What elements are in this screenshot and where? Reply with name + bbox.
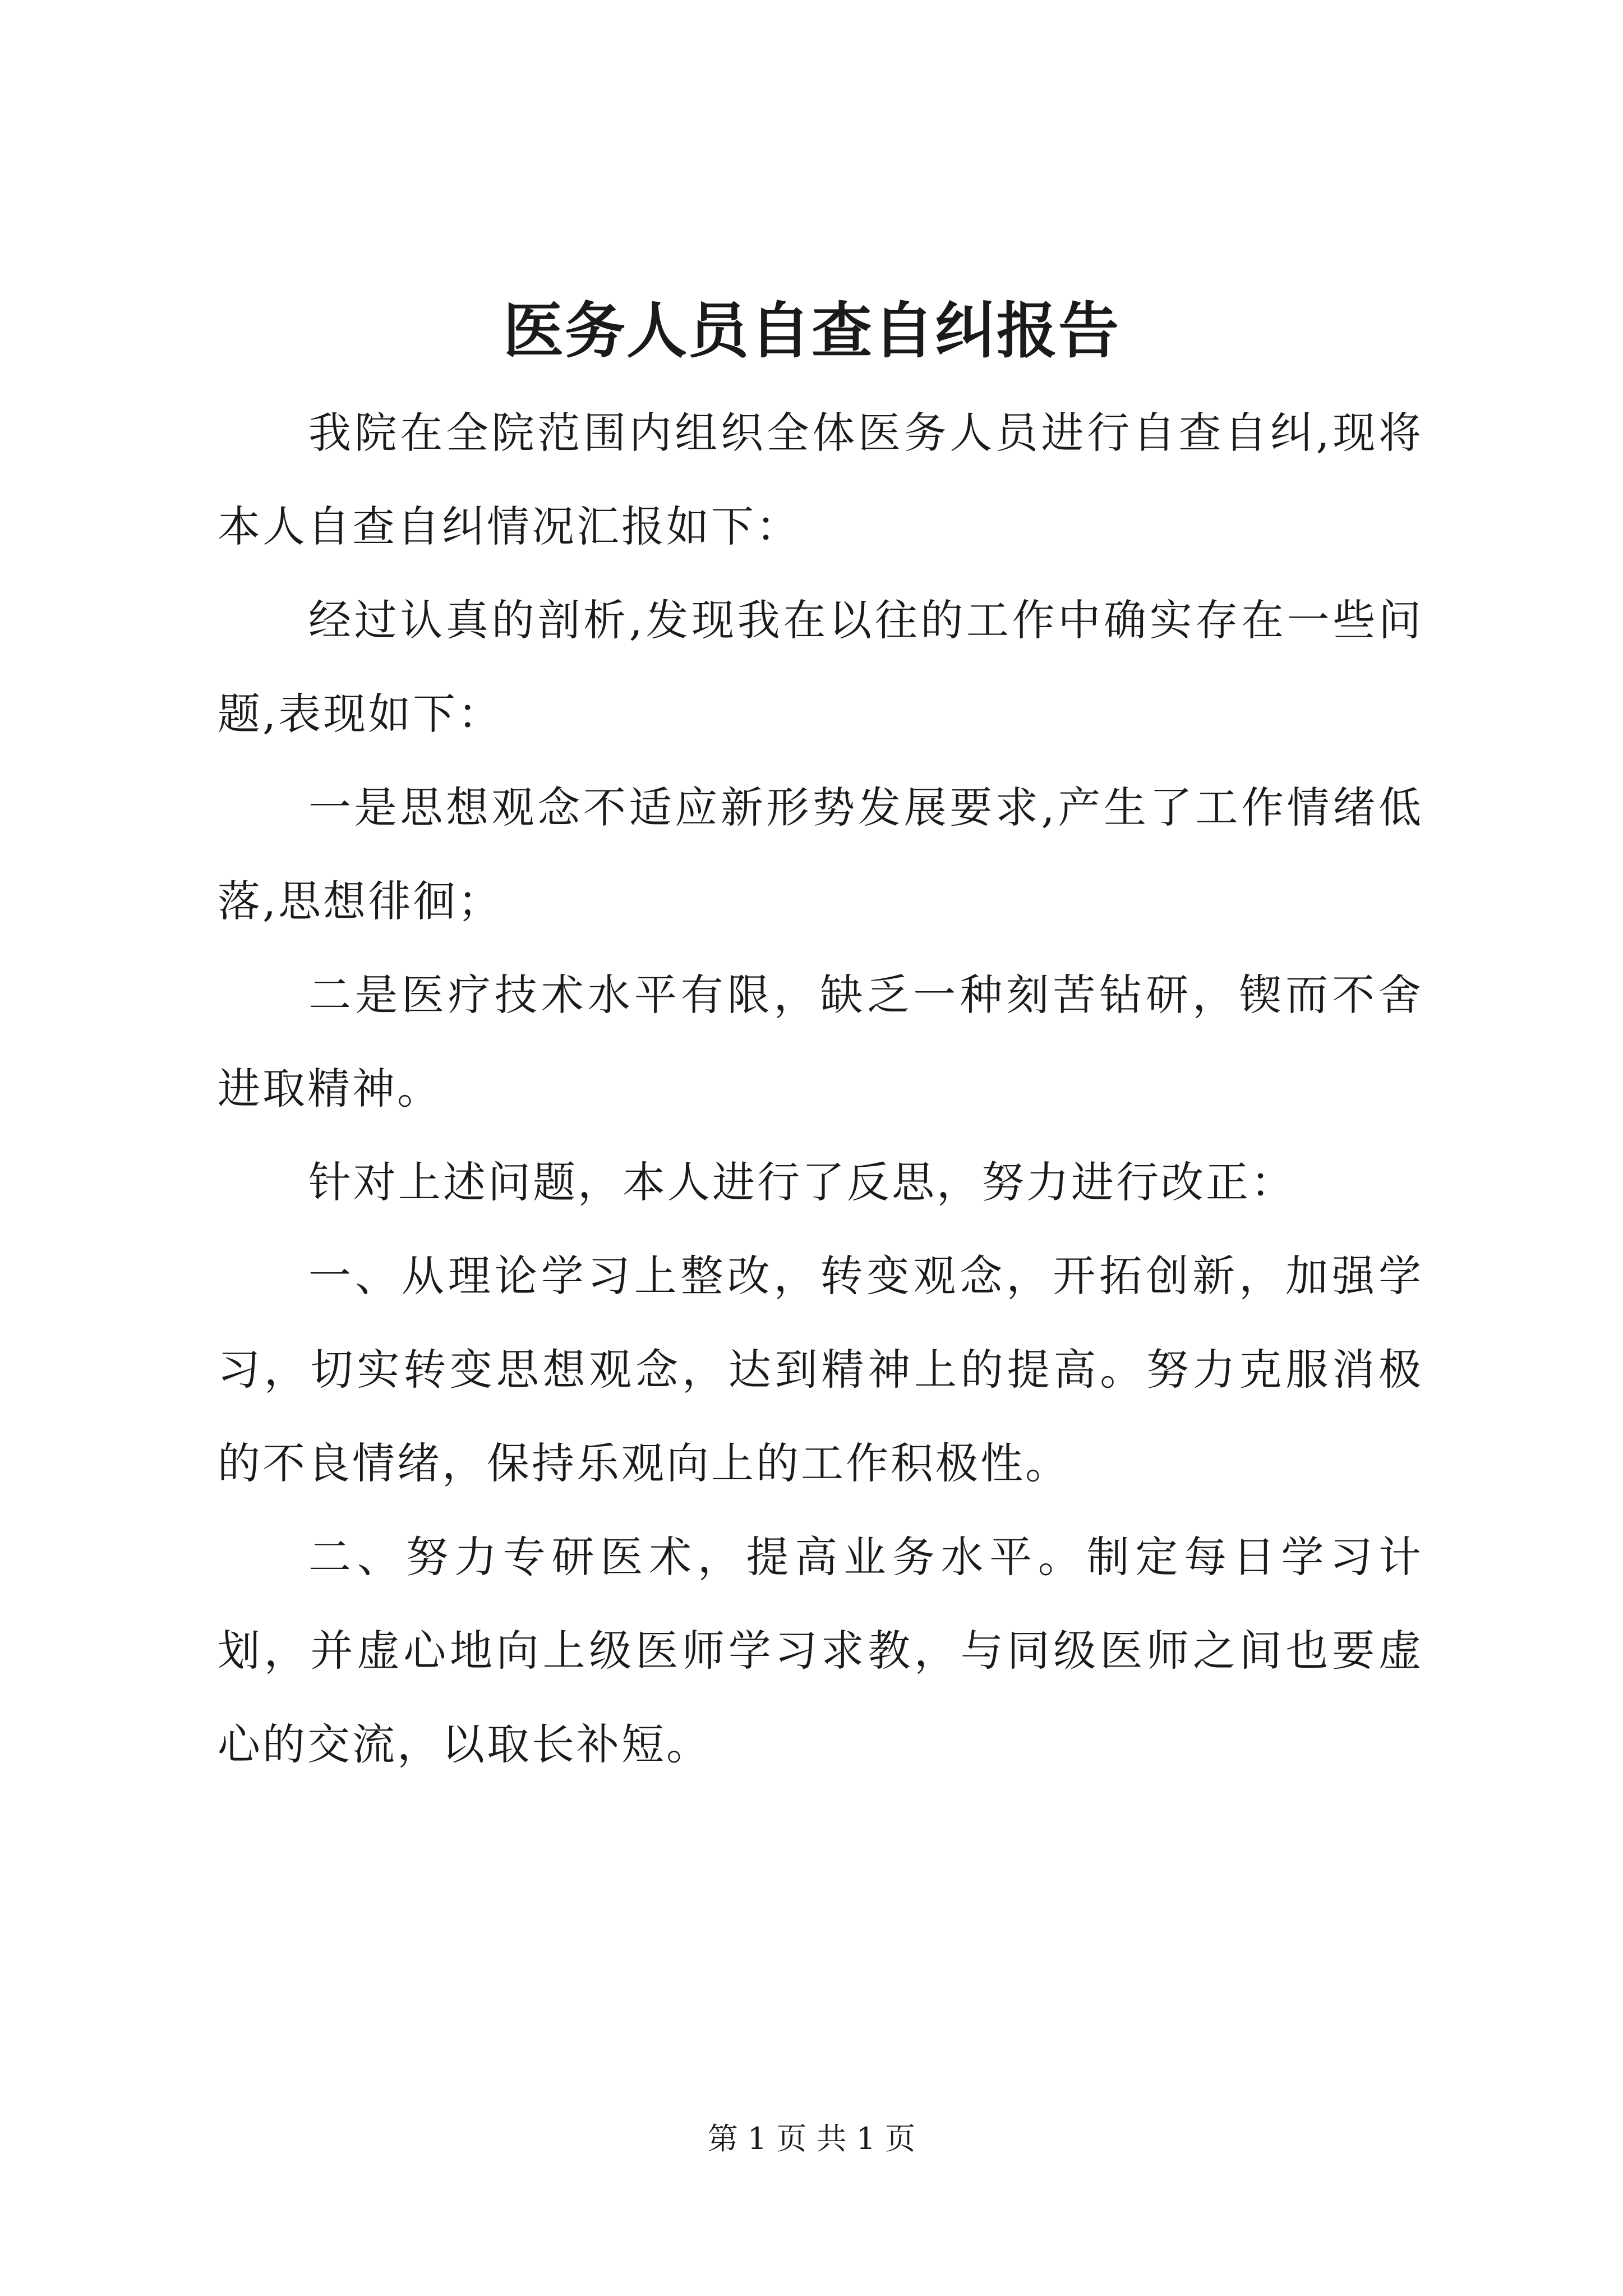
paragraph-problems-found: 经过认真的剖析,发现我在以往的工作中确实存在一些问题,表现如下： xyxy=(218,595,1423,739)
document-body xyxy=(218,386,1423,1791)
paragraph-problem-one: 一是思想观念不适应新形势发展要求,产生了工作情绪低落,思想徘徊； xyxy=(218,783,1423,926)
document-title: 医务人员自查自纠报告 xyxy=(502,296,1120,366)
paragraph-correction-two: 二、努力专研医术，提高业务水平。制定每日学习计划，并虚心地向上级医师学习求教，与同级医师之间也要虚心的交流，以取长补短。 xyxy=(218,1532,1423,1769)
paragraph-problem-two: 二是医疗技术水平有限，缺乏一种刻苦钻研，锲而不舍进取精神。 xyxy=(218,970,1423,1114)
page-footer: 第 1 页 共 1 页 xyxy=(707,2121,916,2156)
paragraph-correction-one: 一、从理论学习上整改，转变观念，开拓创新，加强学习，切实转变思想观念，达到精神上的提高。努力克服消极的不良情绪，保持乐观向上的工作积极性。 xyxy=(218,1251,1423,1488)
paragraph-intro: 我院在全院范围内组织全体医务人员进行自查自纠,现将本人自查自纠情况汇报如下： xyxy=(218,408,1423,551)
paragraph-corrections-intro: 针对上述问题，本人进行了反思，努力进行改正： xyxy=(308,1157,1295,1207)
